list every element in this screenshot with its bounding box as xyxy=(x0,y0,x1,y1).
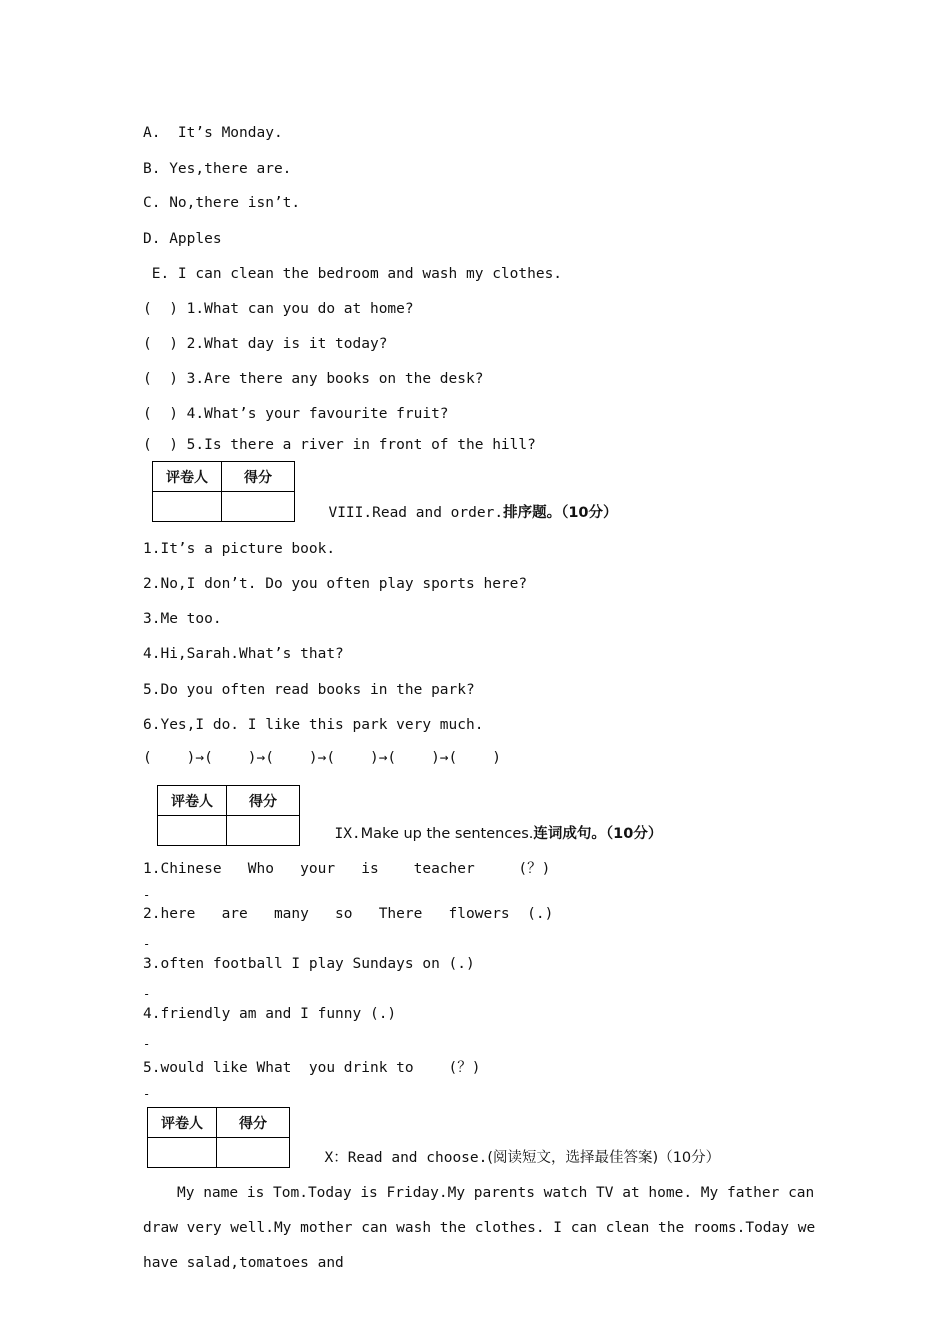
sentence-item-1: 1.Chinese Who your is teacher (？) xyxy=(143,861,551,877)
answer-dash-2[interactable]: - xyxy=(143,937,151,951)
score-label: 得分 xyxy=(217,1108,290,1138)
option-a: A. It’s Monday. xyxy=(143,125,283,141)
grader-label: 评卷人 xyxy=(158,786,227,816)
section-10-heading xyxy=(307,1130,720,1167)
grader-label: 评卷人 xyxy=(148,1108,217,1138)
score-cell[interactable] xyxy=(227,816,300,846)
option-c: C. No,there isn’t. xyxy=(143,195,301,211)
answer-dash-1[interactable]: - xyxy=(143,888,151,902)
sentence-item-3: 3.often football I play Sundays on (.) xyxy=(143,956,475,972)
order-item-3: 3.Me too. xyxy=(143,611,222,627)
order-item-6: 6.Yes,I do. I like this park very much. xyxy=(143,717,484,733)
answer-dash-3[interactable]: - xyxy=(143,987,151,1001)
section-9-cn: 连词成句。（10分） xyxy=(533,826,663,842)
answer-dash-5[interactable]: - xyxy=(143,1087,151,1101)
sentence-item-2: 2.here are many so There flowers (.) xyxy=(143,906,554,922)
reading-paragraph: My name is Tom.Today is Friday.My parents watch TV at home. My father can draw very well.My mother can wash the clothes. I can clean the rooms.Today we have salad,tomatoes and xyxy=(143,1185,816,1271)
order-item-5: 5.Do you often read books in the park? xyxy=(143,682,475,698)
section-10-prefix: X：Read and choose. xyxy=(324,1150,488,1166)
grader-cell[interactable] xyxy=(158,816,227,846)
option-d: D. Apples xyxy=(143,231,222,247)
answer-dash-4[interactable]: - xyxy=(143,1037,151,1051)
grader-cell[interactable] xyxy=(148,1138,217,1168)
sentence-item-4: 4.friendly am and I funny (.) xyxy=(143,1006,397,1022)
order-answer-line[interactable]: ( )→( )→( )→( )→( )→( ) xyxy=(143,750,501,766)
score-table-9 xyxy=(157,785,300,846)
question-1: ( ) 1.What can you do at home? xyxy=(143,301,414,317)
grader-cell[interactable] xyxy=(153,492,222,522)
order-item-2: 2.No,I don’t. Do you often play sports here? xyxy=(143,576,528,592)
grader-label: 评卷人 xyxy=(153,462,222,492)
score-cell[interactable] xyxy=(222,492,295,522)
sentence-item-5: 5.would like What you drink to (？) xyxy=(143,1060,481,1076)
section-9-heading xyxy=(317,806,662,843)
order-item-4: 4.Hi,Sarah.What’s that? xyxy=(143,646,344,662)
section-9-title: Make up the sentences. xyxy=(360,826,534,842)
option-e: E. I can clean the bedroom and wash my clothes. xyxy=(143,266,563,282)
score-label: 得分 xyxy=(227,786,300,816)
score-cell[interactable] xyxy=(217,1138,290,1168)
score-table-8 xyxy=(152,461,295,522)
order-item-1: 1.It’s a picture book. xyxy=(143,541,336,557)
score-label: 得分 xyxy=(222,462,295,492)
section-8-prefix: VIII.Read and order. xyxy=(328,505,504,521)
section-8-heading xyxy=(311,485,618,522)
section-8-cn: 排序题。（10分） xyxy=(503,505,618,521)
section-10-cn: (阅读短文，选择最佳答案)（10分） xyxy=(487,1150,721,1166)
question-4: ( ) 4.What’s your favourite fruit? xyxy=(143,406,449,422)
question-3: ( ) 3.Are there any books on the desk? xyxy=(143,371,484,387)
section-9-prefix: IX. xyxy=(334,826,361,842)
score-table-10 xyxy=(147,1107,290,1168)
question-5: ( ) 5.Is there a river in front of the hill? xyxy=(143,437,536,453)
option-b: B. Yes,there are. xyxy=(143,161,292,177)
question-2: ( ) 2.What day is it today? xyxy=(143,336,388,352)
